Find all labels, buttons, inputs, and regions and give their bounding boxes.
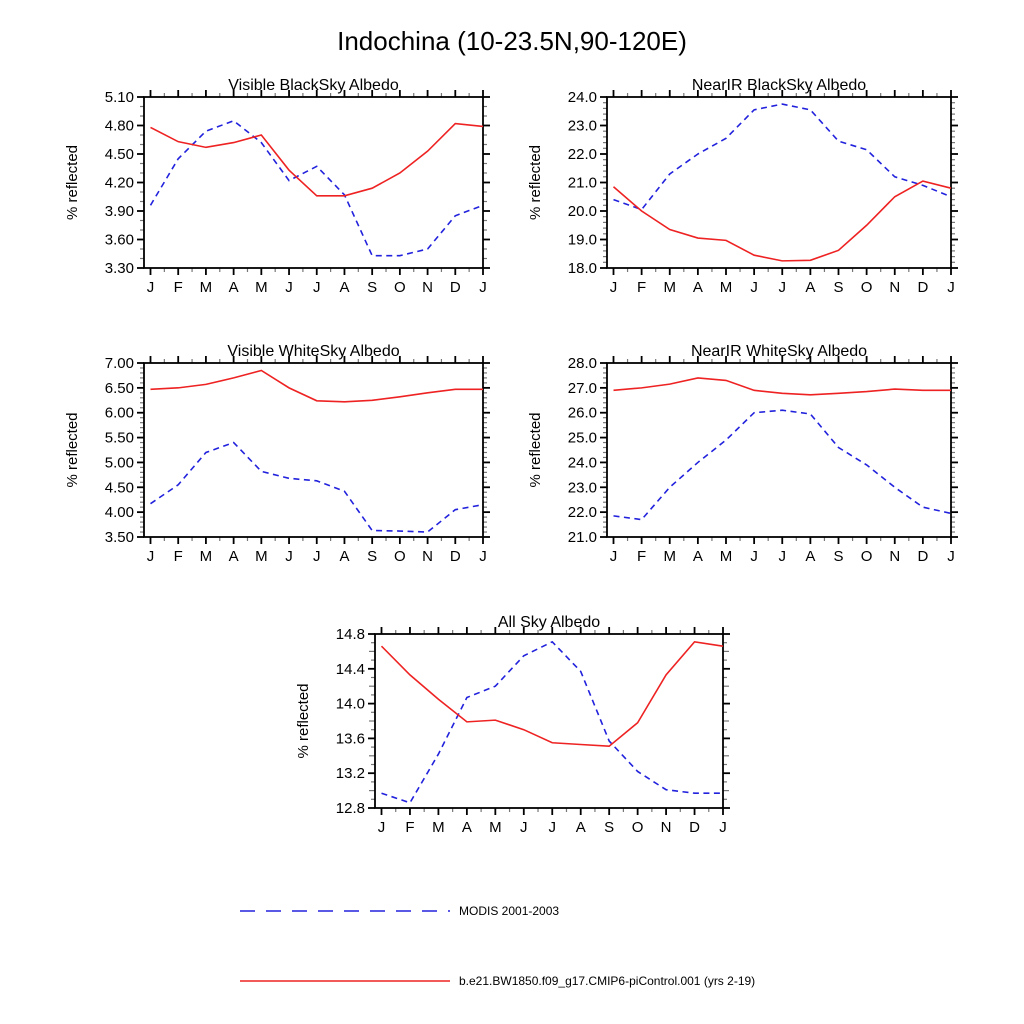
x-tick-label: J xyxy=(947,279,955,296)
legend-label-model: b.e21.BW1850.f09_g17.CMIP6-piControl.001 (yrs 2-19) xyxy=(459,974,756,988)
series-line-modis xyxy=(382,642,724,803)
y-tick-label: 21.0 xyxy=(567,174,597,192)
y-tick-label: 7.00 xyxy=(104,355,134,372)
x-tick-label: M xyxy=(719,548,733,565)
x-tick-label: J xyxy=(313,548,321,565)
x-tick-label: A xyxy=(805,548,816,565)
x-tick-label: F xyxy=(637,548,647,565)
x-tick-label: N xyxy=(422,548,434,565)
y-tick-label: 24.0 xyxy=(567,89,597,106)
x-tick-label: O xyxy=(394,548,406,565)
x-tick-label: A xyxy=(228,548,239,565)
x-tick-label: J xyxy=(719,819,727,836)
y-axis-label: % reflected xyxy=(295,683,312,759)
y-tick-label: 20.0 xyxy=(567,203,597,220)
y-tick-label: 12.8 xyxy=(335,800,365,817)
y-tick-label: 14.0 xyxy=(335,695,365,713)
subplot-title: Visible BlackSky Albedo xyxy=(228,77,399,94)
x-tick-label: A xyxy=(339,548,350,565)
y-tick-label: 13.2 xyxy=(335,765,365,783)
x-tick-label: J xyxy=(778,548,786,565)
chart-visible-blacksky-albedo xyxy=(49,65,501,310)
x-tick-label: O xyxy=(860,548,873,565)
y-tick-label: 3.60 xyxy=(104,231,134,249)
y-tick-label: 21.0 xyxy=(567,529,597,546)
x-tick-label: J xyxy=(750,279,758,296)
x-tick-label: D xyxy=(917,548,929,565)
subplot-title: All Sky Albedo xyxy=(497,614,601,631)
x-tick-label: J xyxy=(146,279,155,296)
y-tick-label: 3.90 xyxy=(104,203,134,220)
x-tick-label: O xyxy=(394,279,406,296)
x-tick-label: A xyxy=(461,819,472,836)
y-tick-label: 14.8 xyxy=(335,626,365,643)
y-tick-label: 4.50 xyxy=(104,479,134,497)
x-tick-label: J xyxy=(479,548,487,565)
y-tick-label: 4.50 xyxy=(104,146,134,163)
x-tick-label: J xyxy=(285,548,293,565)
y-axis-label: % reflected xyxy=(527,412,544,488)
x-tick-label: S xyxy=(833,548,844,565)
x-tick-label: F xyxy=(173,548,183,565)
x-tick-label: F xyxy=(637,279,647,296)
y-tick-label: 22.0 xyxy=(567,504,597,522)
x-tick-label: A xyxy=(692,548,703,565)
x-tick-label: A xyxy=(805,279,816,296)
x-tick-label: M xyxy=(255,279,268,296)
x-tick-label: S xyxy=(367,279,378,296)
x-tick-label: S xyxy=(367,548,378,565)
x-tick-label: D xyxy=(689,819,700,836)
y-tick-label: 18.0 xyxy=(567,260,597,277)
y-tick-label: 23.0 xyxy=(567,479,597,497)
chart-all-sky-albedo xyxy=(280,602,741,850)
x-tick-label: J xyxy=(146,548,155,565)
y-tick-label: 24.0 xyxy=(567,454,597,472)
x-tick-label: J xyxy=(750,548,758,565)
y-axis-label: % reflected xyxy=(64,412,81,488)
x-tick-label: A xyxy=(339,279,350,296)
y-tick-label: 25.0 xyxy=(567,429,597,447)
series-line-model xyxy=(151,370,484,401)
series-line-modis xyxy=(151,443,484,532)
subplot-title: NearIR BlackSky Albedo xyxy=(691,77,867,94)
x-tick-label: J xyxy=(377,819,386,836)
chart-visible-whitesky-albedo xyxy=(49,331,501,579)
chart-nearir-whitesky-albedo xyxy=(512,331,969,579)
x-tick-label: S xyxy=(604,819,615,836)
x-tick-label: D xyxy=(449,548,461,565)
x-tick-label: A xyxy=(692,279,703,296)
plot-box xyxy=(144,97,483,268)
x-tick-label: A xyxy=(575,819,586,836)
subplot-title: NearIR WhiteSky Albedo xyxy=(690,343,868,360)
x-tick-label: M xyxy=(719,279,733,296)
x-tick-label: M xyxy=(489,819,502,836)
y-tick-label: 6.00 xyxy=(104,404,134,422)
x-tick-label: J xyxy=(947,548,955,565)
series-line-model xyxy=(151,124,484,196)
x-tick-label: N xyxy=(889,279,901,296)
series-line-model xyxy=(614,181,952,261)
x-tick-label: M xyxy=(255,548,268,565)
y-tick-label: 5.10 xyxy=(104,89,134,106)
x-tick-label: J xyxy=(285,279,293,296)
x-tick-label: S xyxy=(833,279,844,296)
y-tick-label: 22.0 xyxy=(567,146,597,163)
y-tick-label: 19.0 xyxy=(567,231,597,249)
x-tick-label: J xyxy=(520,819,528,836)
x-tick-label: J xyxy=(479,279,487,296)
x-tick-label: A xyxy=(228,279,239,296)
x-tick-label: J xyxy=(609,548,618,565)
y-tick-label: 5.50 xyxy=(104,429,134,447)
x-tick-label: M xyxy=(663,279,676,296)
series-line-model xyxy=(614,378,952,395)
y-axis-label: % reflected xyxy=(64,144,81,221)
x-tick-label: J xyxy=(313,279,321,296)
x-tick-label: D xyxy=(917,279,929,296)
series-line-model xyxy=(382,642,724,746)
y-tick-label: 13.6 xyxy=(335,730,365,748)
x-tick-label: M xyxy=(663,548,676,565)
y-tick-label: 27.0 xyxy=(567,379,597,397)
x-tick-label: M xyxy=(432,819,445,836)
plot-box xyxy=(144,363,483,537)
subplot-title: Visible WhiteSky Albedo xyxy=(227,343,400,360)
x-tick-label: J xyxy=(548,819,556,836)
series-line-modis xyxy=(151,121,484,256)
y-tick-label: 4.20 xyxy=(104,174,134,192)
y-tick-label: 14.4 xyxy=(335,660,365,678)
legend-canvas xyxy=(230,893,800,1008)
plot-box xyxy=(375,634,723,808)
legend-label-modis: MODIS 2001-2003 xyxy=(459,904,560,918)
y-tick-label: 3.50 xyxy=(104,529,134,546)
plot-box xyxy=(607,97,951,268)
y-tick-label: 28.0 xyxy=(567,355,597,372)
x-tick-label: J xyxy=(609,279,618,296)
y-tick-label: 4.80 xyxy=(104,117,134,135)
y-tick-label: 23.0 xyxy=(567,117,597,135)
figure-title: Indochina (10-23.5N,90-120E) xyxy=(337,26,687,56)
x-tick-label: F xyxy=(405,819,415,836)
y-tick-label: 4.00 xyxy=(104,504,134,522)
x-tick-label: M xyxy=(199,279,213,296)
chart-nearir-blacksky-albedo xyxy=(512,65,969,310)
x-tick-label: F xyxy=(173,279,183,296)
x-tick-label: N xyxy=(422,279,434,296)
x-tick-label: N xyxy=(889,548,901,565)
x-tick-label: D xyxy=(449,279,461,296)
y-axis-label: % reflected xyxy=(527,144,544,221)
x-tick-label: J xyxy=(778,279,786,296)
y-tick-label: 5.00 xyxy=(104,454,134,472)
y-tick-label: 6.50 xyxy=(104,379,134,397)
x-tick-label: N xyxy=(660,819,672,836)
series-line-modis xyxy=(614,410,952,519)
x-tick-label: O xyxy=(631,819,644,836)
y-tick-label: 26.0 xyxy=(567,404,597,422)
y-tick-label: 3.30 xyxy=(104,260,134,277)
x-tick-label: M xyxy=(199,548,213,565)
x-tick-label: O xyxy=(860,279,873,296)
